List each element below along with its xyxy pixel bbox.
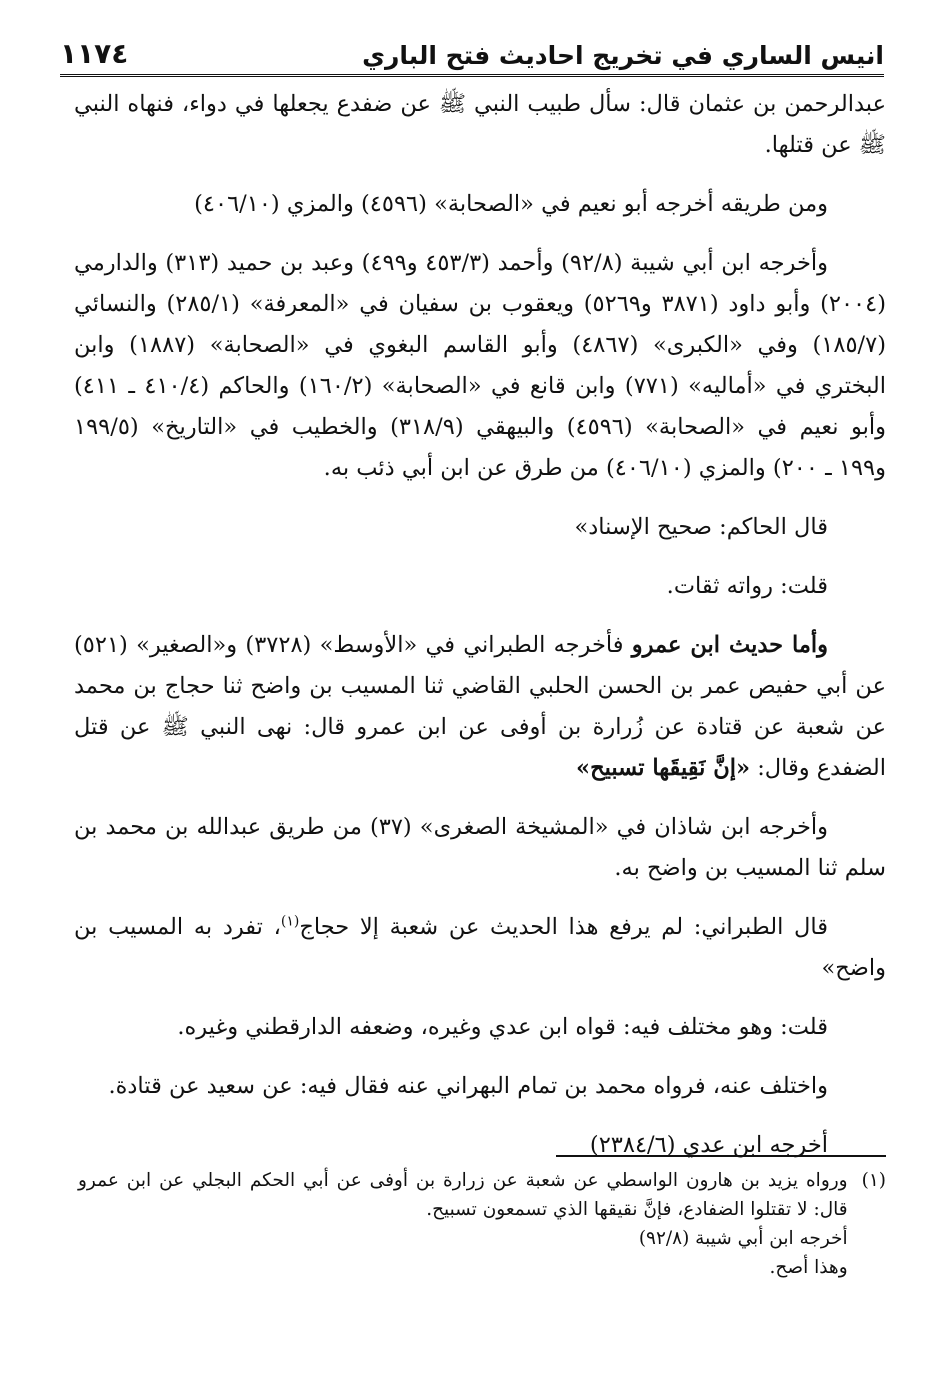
paragraph-6-text: فأخرجه الطبراني في «الأوسط» (٣٧٢٨) و«الصغير» (٥٢١) عن أبي حفيص عمر بن الحسن الحلبي القاضي ثنا المسيب بن واضح ثنا حجاج بن محمد عن شعبة عن قتادة عن زُرارة بن أوفى عن ابن عمرو قال: نهى النبي ﷺ عن قتل الضفدع وقال:	[74, 632, 886, 781]
footnote-1	[78, 1166, 886, 1282]
paragraph-3: وأخرجه ابن أبي شيبة (٩٢/٨) وأحمد (٤٥٣/٣ و٤٩٩) وعبد بن حميد (٣١٣) والدارمي (٢٠٠٤) وأبو داود (٣٨٧١ و٥٢٦٩) ويعقوب بن سفيان في «المعرفة» (٢٨٥/١) والنسائي (١٨٥/٧) وفي «الكبرى» (٤٨٦٧) وأبو القاسم البغوي في «الصحابة» (١٨٨٧) وابن البختري في «أماليه» (٧٧١) وابن قانع في «الصحابة» (١٦٠/٢) والحاكم (٤١٠/٤ ـ ٤١١) وأبو نعيم في «الصحابة» (٤٥٩٦) والبيهقي (٣١٨/٩) والخطيب في «التاريخ» (١٩٩/٥ و١٩٩ ـ ٢٠٠) والمزي (٤٠٦/١٠) من طرق عن ابن أبي ذئب به.	[74, 250, 886, 481]
paragraph-8-text-a: قال الطبراني: لم يرفع هذا الحديث عن شعبة إلا حجاج	[299, 914, 828, 940]
paragraph-7: وأخرجه ابن شاذان في «المشيخة الصغرى» (٣٧) من طريق عبدالله بن محمد بن سلم ثنا المسيب بن واضح به.	[74, 814, 886, 881]
paragraph-10: واختلف عنه، فرواه محمد بن تمام البهراني عنه فقال فيه: عن سعيد عن قتادة.	[108, 1073, 828, 1099]
book-title: انيس الساري في تخريج احاديث فتح الباري	[362, 41, 884, 70]
page-number: ١١٧٤	[60, 37, 129, 70]
paragraph-8	[74, 907, 886, 989]
paragraph-4: قال الحاكم: صحيح الإسناد»	[574, 514, 828, 540]
paragraph-1: عبدالرحمن بن عثمان قال: سأل طبيب النبي ﷺ عن ضفدع يجعلها في دواء، فنهاه النبي ﷺ عن قتلها.	[74, 91, 886, 158]
footnote-line-1: ورواه يزيد بن هارون الواسطي عن شعبة عن زرارة بن أوفى عن أبي الحكم البجلي عن ابن عمرو قال: لا تقتلوا الضفادع، فإنَّ نقيقها الذي تسمعون تسبيح.	[78, 1170, 848, 1220]
paragraph-6	[74, 625, 886, 789]
footnotes	[78, 1166, 886, 1282]
hadith-quote: «إنَّ نَقِيقَها تسبيح»	[576, 755, 751, 781]
paragraph-8-text-b: ، تفرد به المسيب بن واضح»	[74, 914, 886, 981]
footnote-lines	[78, 1166, 848, 1282]
footnote-line-3: وهذا أصح.	[769, 1257, 848, 1278]
footnote-number: (١)	[861, 1170, 886, 1191]
main-text	[74, 84, 886, 1184]
footnote-divider	[556, 1155, 886, 1157]
paragraph-9: قلت: وهو مختلف فيه: قواه ابن عدي وغيره، وضعفه الدارقطني وغيره.	[177, 1014, 828, 1040]
paragraph-6-lead: وأما حديث ابن عمرو	[631, 632, 829, 658]
footnote-line-2: أخرجه ابن أبي شيبة (٩٢/٨)	[638, 1228, 848, 1249]
paragraph-5: قلت: رواته ثقات.	[666, 573, 828, 599]
paragraph-2: ومن طريقه أخرجه أبو نعيم في «الصحابة» (٤٥٩٦) والمزي (٤٠٦/١٠)	[194, 191, 828, 217]
footnote-marker: (١)	[280, 913, 300, 930]
page-header	[60, 22, 884, 77]
paragraph-11: أخرجه ابن عدي (٢٣٨٤/٦)	[589, 1132, 828, 1158]
